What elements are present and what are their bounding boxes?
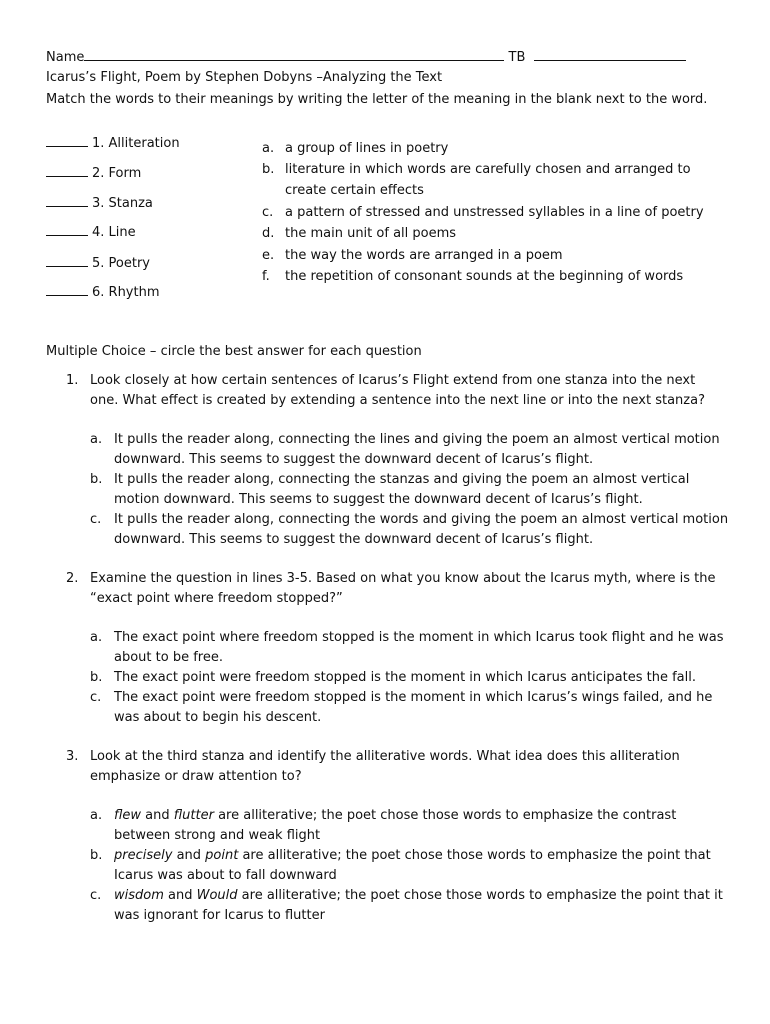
match-word: 3. Stanza xyxy=(46,194,153,211)
match-word: 1. Alliteration xyxy=(46,134,180,151)
answer-blank[interactable] xyxy=(46,194,88,207)
question-2: 2. Examine the question in lines 3-5. Based on what you know about the Icarus myth, where is the “exact point where freedom stopped?” xyxy=(66,571,716,606)
name-label: Name xyxy=(46,50,85,65)
meaning-item: e. the way the words are arranged in a poem xyxy=(262,248,563,263)
answer-blank[interactable] xyxy=(46,223,88,236)
answer-option[interactable]: a. The exact point where freedom stopped is the moment in which Icarus took flight and he was about to be free. xyxy=(90,630,724,665)
answer-blank[interactable] xyxy=(46,283,88,296)
answer-option[interactable]: c. The exact point were freedom stopped is the moment in which Icarus’s wings failed, and he was about to begin his descent. xyxy=(90,690,713,725)
meaning-item: c. a pattern of stressed and unstressed syllables in a line of poetry xyxy=(262,205,704,220)
answer-option[interactable]: c. wisdom and Would are alliterative; the poet chose those words to emphasize the point that it was ignorant for Icarus to flutter xyxy=(90,888,723,923)
meaning-item: create certain effects xyxy=(285,183,424,198)
name-line xyxy=(46,48,686,67)
multiple-choice-heading: Multiple Choice – circle the best answer for each question xyxy=(46,344,422,359)
meaning-item: d. the main unit of all poems xyxy=(262,226,457,241)
meaning-item: b. literature in which words are carefully chosen and arranged to xyxy=(262,162,691,177)
answer-option[interactable]: a. It pulls the reader along, connecting the lines and giving the poem an almost vertical motion downward. This seems to suggest the downward decent of Icarus’s flight. xyxy=(90,432,720,467)
tb-blank[interactable] xyxy=(534,48,686,61)
match-word: 6. Rhythm xyxy=(46,283,160,300)
matching-instructions: Match the words to their meanings by writing the letter of the meaning in the blank next to the word. xyxy=(46,92,708,107)
answer-blank[interactable] xyxy=(46,134,88,147)
answer-option[interactable]: c. It pulls the reader along, connecting the words and giving the poem an almost vertical motion downward. This seems to suggest the downward decent of Icarus’s flight. xyxy=(90,512,729,547)
answer-option[interactable]: b. It pulls the reader along, connecting the stanzas and giving the poem an almost vertical motion downward. This seems to suggest the downward decent of Icarus’s flight. xyxy=(90,472,690,507)
match-word: 2. Form xyxy=(46,164,141,181)
answer-option[interactable]: b. The exact point were freedom stopped is the moment in which Icarus anticipates the fall. xyxy=(90,670,696,685)
match-word: 5. Poetry xyxy=(46,254,150,271)
meaning-item: a. a group of lines in poetry xyxy=(262,141,449,156)
name-blank[interactable] xyxy=(84,48,504,61)
worksheet-title: Icarus’s Flight, Poem by Stephen Dobyns –Analyzing the Text xyxy=(46,70,443,85)
meaning-item: f. the repetition of consonant sounds at the beginning of words xyxy=(262,269,684,284)
tb-label: TB xyxy=(508,50,526,65)
question-3: 3. Look at the third stanza and identify the alliterative words. What idea does this alliteration emphasize or draw attention to? xyxy=(66,749,680,784)
match-word: 4. Line xyxy=(46,223,136,240)
answer-blank[interactable] xyxy=(46,254,88,267)
answer-option[interactable]: a. flew and flutter are alliterative; the poet chose those words to emphasize the contrast between strong and weak flight xyxy=(90,808,677,843)
answer-option[interactable]: b. precisely and point are alliterative; the poet chose those words to emphasize the point that Icarus was about to fall downward xyxy=(90,848,711,883)
answer-blank[interactable] xyxy=(46,164,88,177)
question-1: 1. Look closely at how certain sentences of Icarus’s Flight extend from one stanza into the next one. What effect is created by extending a sentence into the next line or into the next stanza? xyxy=(66,373,705,408)
